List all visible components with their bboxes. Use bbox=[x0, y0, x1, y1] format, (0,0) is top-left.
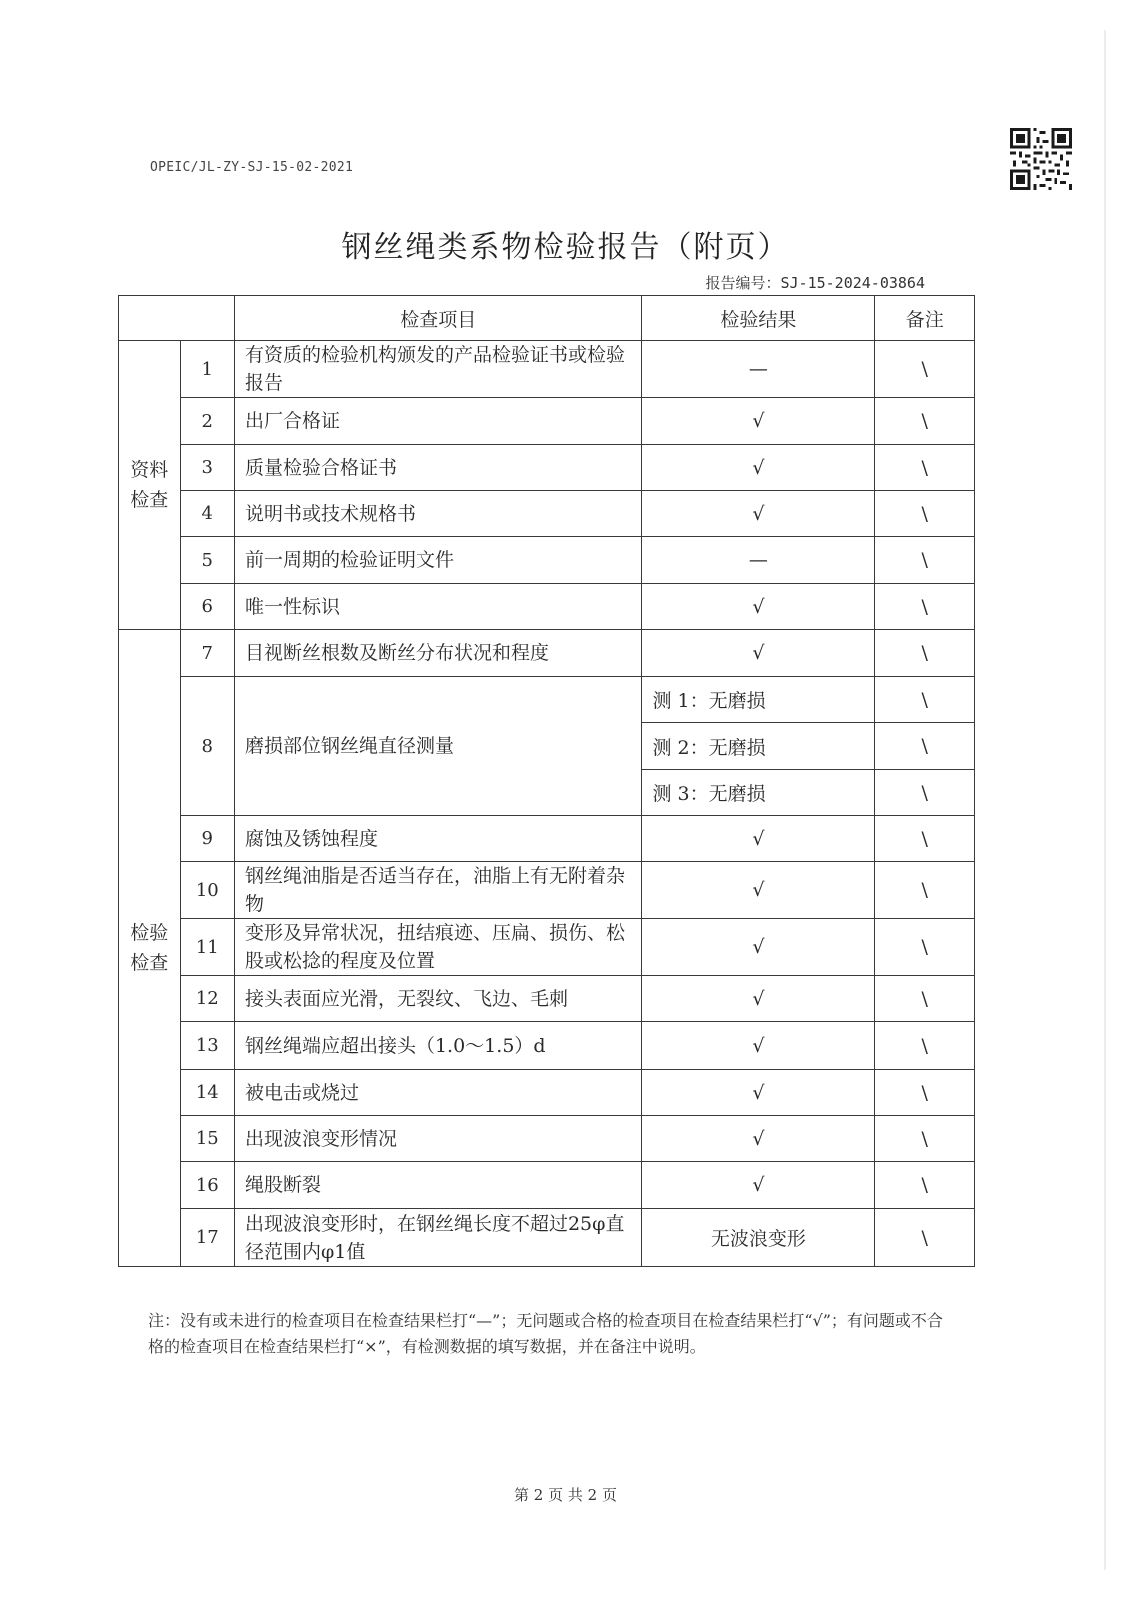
row-result: — bbox=[642, 341, 875, 398]
table-row bbox=[119, 1209, 975, 1267]
row-note: \ bbox=[875, 341, 975, 398]
row-item: 接头表面应光滑，无裂纹、飞边、毛刺 bbox=[234, 976, 641, 1022]
row-result: √ bbox=[642, 1162, 875, 1209]
row-note: \ bbox=[875, 398, 975, 445]
row-number: 12 bbox=[180, 976, 234, 1022]
row-note: \ bbox=[875, 630, 975, 677]
row-result: √ bbox=[642, 584, 875, 630]
row-number: 1 bbox=[180, 341, 234, 398]
row-item: 腐蚀及锈蚀程度 bbox=[234, 816, 641, 862]
table-row bbox=[119, 341, 975, 398]
row-number: 10 bbox=[180, 862, 234, 919]
row-result: √ bbox=[642, 919, 875, 976]
table-row bbox=[119, 630, 975, 677]
row-item: 变形及异常状况，扭结痕迹、压扁、损伤、松股或松捻的程度及位置 bbox=[234, 919, 641, 976]
row-note: \ bbox=[875, 1162, 975, 1209]
row-result: √ bbox=[642, 976, 875, 1022]
table-row bbox=[119, 976, 975, 1022]
header-item: 检查项目 bbox=[234, 296, 641, 341]
row-note: \ bbox=[875, 770, 975, 816]
row-result: √ bbox=[642, 1116, 875, 1162]
row-note: \ bbox=[875, 723, 975, 770]
row-result: √ bbox=[642, 1022, 875, 1070]
table-row bbox=[119, 491, 975, 537]
row-number: 5 bbox=[180, 537, 234, 584]
category-inspect: 检验检查 bbox=[119, 630, 181, 1267]
row-number: 4 bbox=[180, 491, 234, 537]
row-note: \ bbox=[875, 1116, 975, 1162]
row-result: √ bbox=[642, 491, 875, 537]
table-row bbox=[119, 1162, 975, 1209]
row-item: 出现波浪变形时，在钢丝绳长度不超过25φ直径范围内φ1值 bbox=[234, 1209, 641, 1267]
row-number: 13 bbox=[180, 1022, 234, 1070]
row-item: 前一周期的检验证明文件 bbox=[234, 537, 641, 584]
row-item: 目视断丝根数及断丝分布状况和程度 bbox=[234, 630, 641, 677]
table-row bbox=[119, 398, 975, 445]
row-number: 2 bbox=[180, 398, 234, 445]
table-row bbox=[119, 1022, 975, 1070]
row-result: √ bbox=[642, 862, 875, 919]
row-note: \ bbox=[875, 976, 975, 1022]
row-item: 质量检验合格证书 bbox=[234, 445, 641, 491]
row-result: √ bbox=[642, 816, 875, 862]
table-row bbox=[119, 862, 975, 919]
table-row bbox=[119, 677, 975, 723]
row-note: \ bbox=[875, 1022, 975, 1070]
row-number: 3 bbox=[180, 445, 234, 491]
table-row bbox=[119, 816, 975, 862]
row-result: 测 3：无磨损 bbox=[642, 770, 875, 816]
footnote: 注：没有或未进行的检查项目在检查结果栏打“—”；无问题或合格的检查项目在检查结果栏打“√”；有问题或不合格的检查项目在检查结果栏打“×”，有检测数据的填写数据，并在备注中说明。 bbox=[148, 1311, 943, 1356]
header-note: 备注 bbox=[875, 296, 975, 341]
row-result: 测 1：无磨损 bbox=[642, 677, 875, 723]
row-number: 15 bbox=[180, 1116, 234, 1162]
row-number: 11 bbox=[180, 919, 234, 976]
header-result: 检验结果 bbox=[642, 296, 875, 341]
category-docs: 资料检查 bbox=[119, 341, 181, 630]
row-item: 钢丝绳端应超出接头（1.0～1.5）d bbox=[234, 1022, 641, 1070]
report-number-value: SJ-15-2024-03864 bbox=[780, 274, 925, 292]
row-number: 8 bbox=[180, 677, 234, 816]
row-note: \ bbox=[875, 491, 975, 537]
row-note: \ bbox=[875, 816, 975, 862]
row-note: \ bbox=[875, 1209, 975, 1267]
row-item: 绳股断裂 bbox=[234, 1162, 641, 1209]
document-code: OPEIC/JL-ZY-SJ-15-02-2021 bbox=[150, 160, 354, 175]
table-header-row bbox=[119, 296, 975, 341]
qr-code bbox=[1010, 128, 1072, 190]
table-row bbox=[119, 1116, 975, 1162]
row-item: 出现波浪变形情况 bbox=[234, 1116, 641, 1162]
row-note: \ bbox=[875, 584, 975, 630]
table-row bbox=[119, 445, 975, 491]
row-number: 16 bbox=[180, 1162, 234, 1209]
row-item: 说明书或技术规格书 bbox=[234, 491, 641, 537]
row-note: \ bbox=[875, 445, 975, 491]
row-item: 被电击或烧过 bbox=[234, 1070, 641, 1116]
table-row bbox=[119, 1070, 975, 1116]
row-number: 6 bbox=[180, 584, 234, 630]
row-note: \ bbox=[875, 862, 975, 919]
row-note: \ bbox=[875, 919, 975, 976]
row-result: 无波浪变形 bbox=[642, 1209, 875, 1267]
row-item: 唯一性标识 bbox=[234, 584, 641, 630]
row-note: \ bbox=[875, 537, 975, 584]
row-item: 磨损部位钢丝绳直径测量 bbox=[234, 677, 641, 816]
table-row bbox=[119, 584, 975, 630]
row-number: 7 bbox=[180, 630, 234, 677]
table-row bbox=[119, 919, 975, 976]
row-number: 9 bbox=[180, 816, 234, 862]
row-number: 14 bbox=[180, 1070, 234, 1116]
inspection-table bbox=[118, 295, 975, 1267]
row-result: √ bbox=[642, 1070, 875, 1116]
row-note: \ bbox=[875, 1070, 975, 1116]
row-number: 17 bbox=[180, 1209, 234, 1267]
table-row bbox=[119, 537, 975, 584]
row-item: 有资质的检验机构颁发的产品检验证书或检验报告 bbox=[234, 341, 641, 398]
row-result: √ bbox=[642, 630, 875, 677]
page-title: 钢丝绳类系物检验报告（附页） bbox=[341, 230, 790, 265]
row-result: 测 2：无磨损 bbox=[642, 723, 875, 770]
row-result: √ bbox=[642, 398, 875, 445]
row-item: 出厂合格证 bbox=[234, 398, 641, 445]
page-number: 第 2 页 共 2 页 bbox=[514, 1486, 617, 1504]
row-result: — bbox=[642, 537, 875, 584]
row-note: \ bbox=[875, 677, 975, 723]
header-blank-cell bbox=[119, 296, 235, 341]
report-number-label: 报告编号： bbox=[705, 274, 781, 292]
row-item: 钢丝绳油脂是否适当存在，油脂上有无附着杂物 bbox=[234, 862, 641, 919]
row-result: √ bbox=[642, 445, 875, 491]
report-number bbox=[705, 272, 925, 293]
